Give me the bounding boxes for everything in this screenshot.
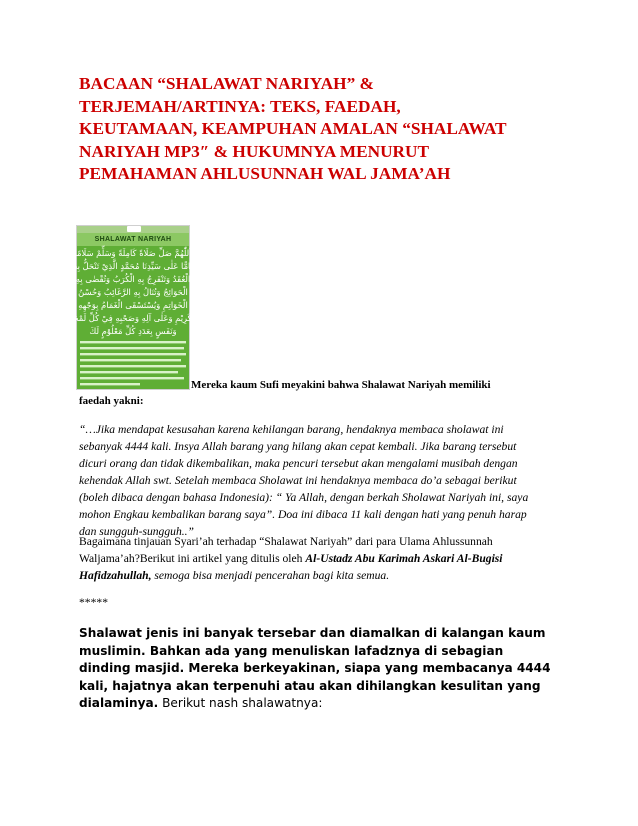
quote-line: dan sungguh-sungguh..” — [79, 525, 194, 538]
body-line — [79, 695, 584, 713]
quote-line: kehendak Allah swt. Setelah membaca Sholawat ini hendaknya membaca do’a sebagai berikut — [79, 474, 517, 487]
arabic-line: الْخَوَاتِمِ وَيُسْتَسْقَى الْغَمَامُ بِوَجْهِهِ — [78, 300, 188, 310]
intro-line — [79, 550, 584, 567]
quote-line: “…Jika mendapat kesusahan karena kehilangan barang, hendaknya membaca sholawat ini — [79, 423, 504, 436]
author-name: Al-Ustadz Abu Karimah Askari Al-Bugisi — [305, 552, 503, 565]
body-line: kali, hajatnya akan terpenuhi atau akan dihilangkan kesulitan yang — [79, 678, 541, 693]
image-note-text — [80, 339, 188, 386]
title-line: TERJEMAH/ARTINYA: TEKS, FAEDAH, — [79, 96, 401, 116]
shalawat-nariyah-image — [68, 225, 198, 390]
caption-line: faedah yakni: — [79, 395, 144, 407]
title-line: PEMAHAMAN AHLUSUNNAH WAL JAMA’AH — [79, 164, 451, 183]
title-line: KEUTAMAAN, KEAMPUHAN AMALAN “SHALAWAT — [79, 119, 507, 138]
quote-line: (boleh dibaca dengan bahasa Indonesia): “ Ya Allah, dengan berkah Sholawat Nariyah ini, saya — [79, 491, 529, 504]
body-line: Shalawat jenis ini banyak tersebar dan diamalkan di kalangan kaum — [79, 626, 546, 640]
body-bold-text: dialaminya. — [79, 696, 159, 710]
author-honorific: Hafidzahullah, — [79, 569, 152, 582]
body-line: dinding masjid. Mereka berkeyakinan, siapa yang membacanya 4444 — [79, 661, 551, 675]
arabic-line: الْعُقَدُ وَتَنْفَرِجُ بِهِ الْكُرَبُ وَتُقْضٰى بِهِ — [75, 274, 191, 284]
body-paragraph — [79, 625, 584, 713]
arabic-text-illustration — [68, 246, 198, 339]
image-header: SHALAWAT NARIYAH — [77, 233, 189, 246]
title-line: NARIYAH MP3″ & HUKUMNYA MENURUT — [79, 141, 430, 161]
intro-paragraph — [79, 533, 584, 584]
title-line: BACAAN “SHALAWAT NARIYAH” & — [79, 74, 374, 93]
arabic-line: اَللّٰهُمَّ صَلِّ صَلَاةً كَامِلَةً وَسَلِّمْ سَلَامًا — [74, 248, 192, 258]
quote-paragraph — [79, 421, 584, 540]
arabic-line: الْكَرِيْمِ وَعَلٰى آلِهِ وَصَحْبِهِ فِيْ كُلِّ لَمْحَةٍ — [68, 313, 198, 323]
body-plain-text: Berikut nash shalawatnya: — [158, 696, 323, 710]
intro-text: semoga bisa menjadi pencerahan bagi kita semua. — [151, 569, 390, 582]
quote-line: dicuri orang dan tidak dikembalikan, maka pencuri tersebut akan mengalami musibah dengan — [79, 457, 518, 470]
caption-line: Mereka kaum Sufi meyakini bahwa Shalawat Nariyah memiliki — [191, 379, 491, 391]
body-line: muslimin. Bahkan ada yang menuliskan lafadznya di sebagian — [79, 643, 504, 658]
intro-text: Waljama’ah?Berikut ini artikel yang ditulis oleh — [79, 552, 306, 565]
intro-line: Bagaimana tinjauan Syari’ah terhadap “Shalawat Nariyah” dari para Ulama Ahlussunnah — [79, 535, 493, 548]
quote-line: mohon Engkau kembalikan barang saya”. Doa ini dibaca 11 kali dengan hati yang penuh harap — [79, 508, 527, 521]
quote-line: sebanyak 4444 kali. Insya Allah barang yang hilang akan cepat kembali. Jika barang tersebut — [79, 440, 517, 453]
arabic-line: تَامًّا عَلٰى سَيِّدِنَا مُحَمَّدٍ الَّذِيْ تَنْحَلُّ بِهِ — [73, 261, 193, 271]
intro-line — [79, 567, 584, 584]
arabic-line: وَنَفَسٍ بِعَدَدِ كُلِّ مَعْلُوْمٍ لَكَ — [89, 326, 177, 336]
image-page-number — [127, 226, 141, 232]
arabic-line: الْحَوَائِجُ وَتُنَالُ بِهِ الرَّغَائِبُ وَحُسْنُ — [78, 287, 188, 297]
page-title — [79, 73, 584, 186]
separator: ***** — [79, 596, 108, 609]
